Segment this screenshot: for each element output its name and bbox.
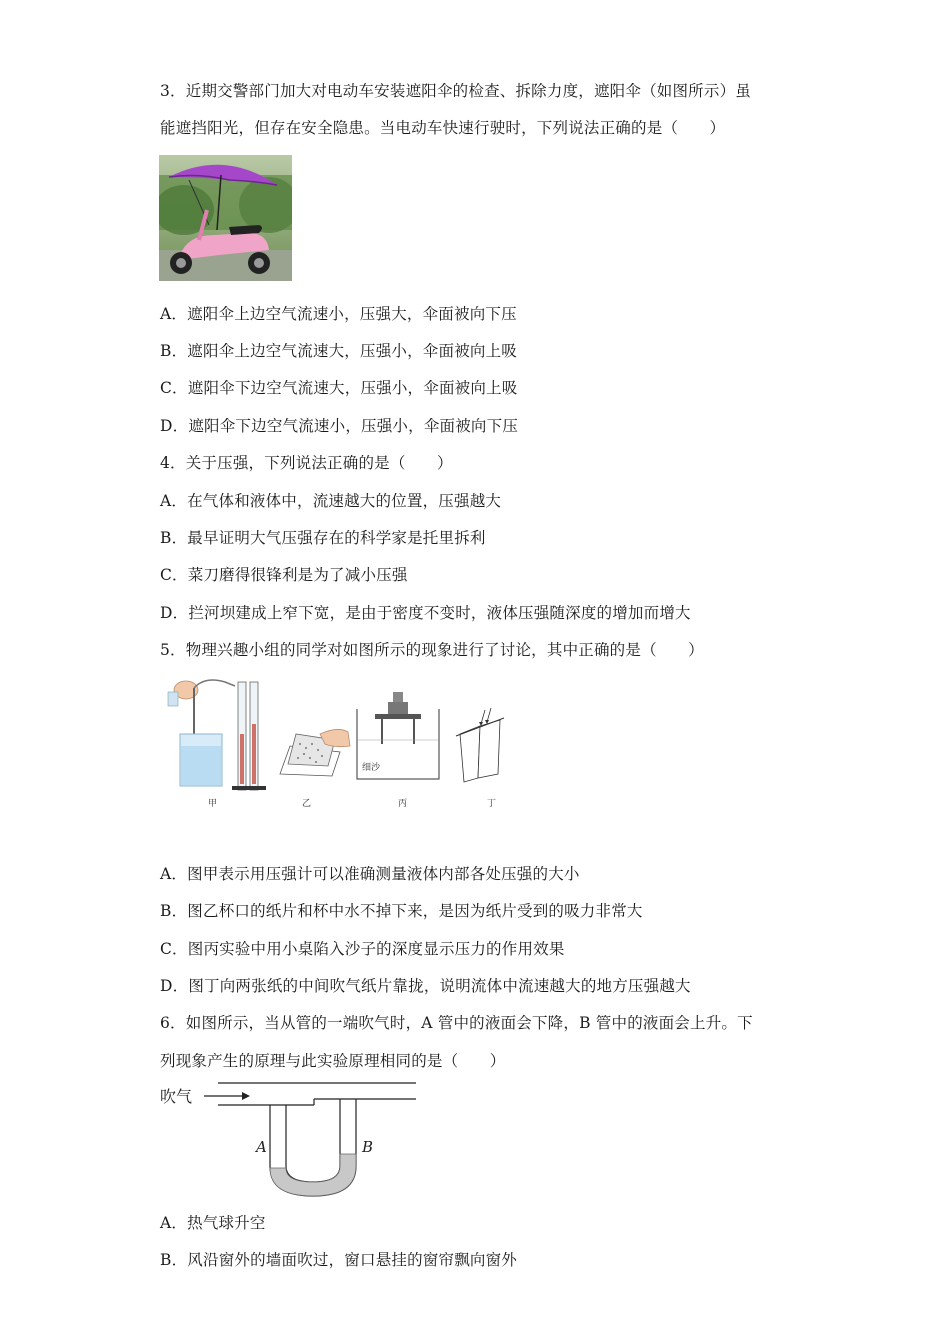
q3-option-c: C．遮阳伞下边空气流速大，压强小，伞面被向上吸 [160, 379, 518, 397]
figure-jia [168, 680, 266, 809]
figure-yi [280, 729, 350, 809]
figure-label-jia: 甲 [208, 799, 218, 809]
blow-label: 吹气 [160, 1087, 193, 1106]
q3-stem-line2: 能遮挡阳光，但存在安全隐患。当电动车快速行驶时，下列说法正确的是（ ） [160, 119, 726, 137]
q3-scooter-umbrella-image [159, 155, 292, 281]
q6-utube-figure [158, 1078, 428, 1208]
figure-label-bing: 丙 [398, 799, 408, 809]
q4-stem: 4．关于压强，下列说法正确的是（ ） [160, 454, 453, 472]
figure-bing [357, 692, 439, 809]
q5-stem: 5．物理兴趣小组的同学对如图所示的现象进行了讨论，其中正确的是（ ） [160, 641, 704, 659]
q3-option-a: A．遮阳伞上边空气流速小，压强大，伞面被向下压 [160, 305, 517, 323]
q3-option-b: B．遮阳伞上边空气流速大，压强小，伞面被向上吸 [160, 342, 517, 360]
figure-label-yi: 乙 [302, 799, 312, 809]
q3-option-d: D．遮阳伞下边空气流速小，压强小，伞面被向下压 [160, 417, 519, 435]
q5-option-a: A．图甲表示用压强计可以准确测量液体内部各处压强的大小 [160, 865, 580, 883]
q6-option-b: B．风沿窗外的墙面吹过，窗口悬挂的窗帘飘向窗外 [160, 1251, 517, 1269]
q5-experiment-figures [160, 674, 520, 819]
label-b: B [362, 1138, 374, 1156]
q5-option-c: C．图丙实验中用小桌陷入沙子的深度显示压力的作用效果 [160, 940, 565, 958]
q5-option-b: B．图乙杯口的纸片和杯中水不掉下来，是因为纸片受到的吸力非常大 [160, 902, 643, 920]
sand-label: 细沙 [362, 763, 381, 773]
q4-option-d: D．拦河坝建成上窄下宽，是由于密度不变时，液体压强随深度的增加而增大 [160, 604, 691, 622]
q4-option-c: C．菜刀磨得很锋利是为了减小压强 [160, 566, 408, 584]
label-a: A [256, 1138, 267, 1156]
figure-ding [456, 708, 504, 809]
q3-stem-line1: 3．近期交警部门加大对电动车安装遮阳伞的检查、拆除力度，遮阳伞（如图所示）虽 [160, 82, 751, 100]
q4-option-b: B．最早证明大气压强存在的科学家是托里拆利 [160, 529, 486, 547]
q5-option-d: D．图丁向两张纸的中间吹气纸片靠拢，说明流体中流速越大的地方压强越大 [160, 977, 691, 995]
q6-option-a: A．热气球升空 [160, 1214, 266, 1232]
q6-stem-line2: 列现象产生的原理与此实验原理相同的是（ ） [160, 1052, 506, 1070]
q6-stem-line1: 6．如图所示，当从管的一端吹气时，A 管中的液面会下降，B 管中的液面会上升。下 [160, 1014, 753, 1032]
q4-option-a: A．在气体和液体中，流速越大的位置，压强越大 [160, 492, 502, 510]
figure-label-ding: 丁 [487, 799, 497, 809]
